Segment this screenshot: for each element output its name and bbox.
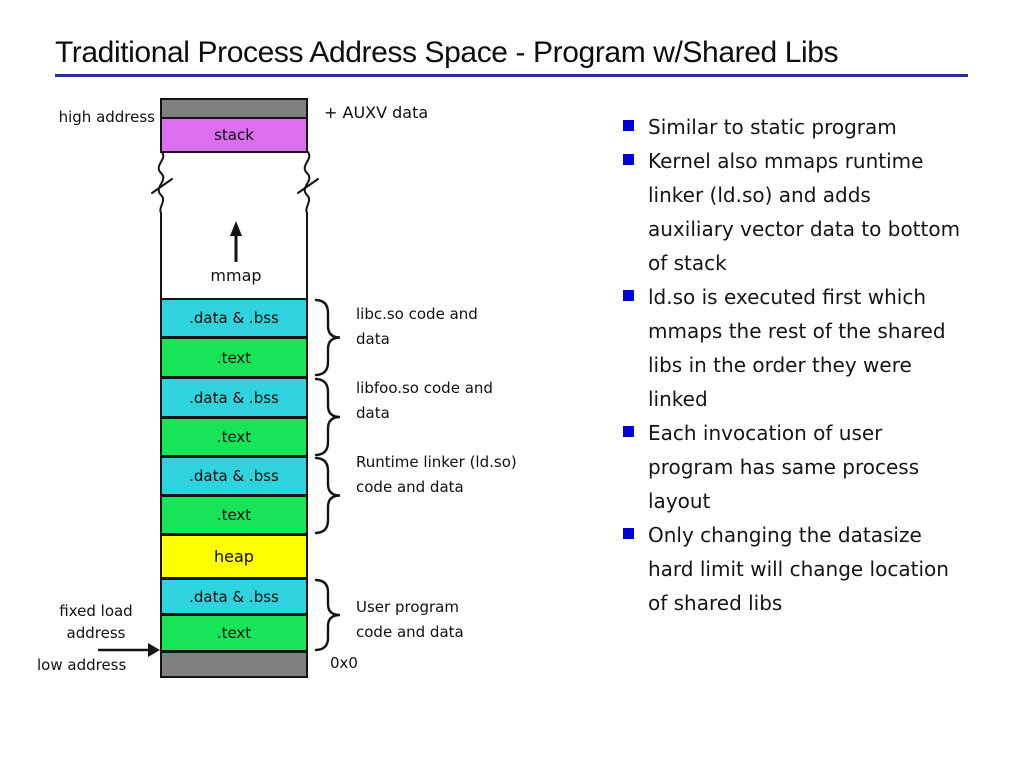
annotation-libfoo: libfoo.so code and data: [356, 379, 493, 422]
title-underline: [55, 74, 968, 77]
memory-box-libc-text: [160, 337, 308, 378]
memory-box-gray-cap-bottom: [160, 651, 308, 678]
page-title: Traditional Process Address Space - Program w/Shared Libs: [55, 36, 839, 69]
memory-box-libfoo-text: [160, 417, 308, 457]
memory-box-user-text: [160, 614, 308, 652]
memory-box-user-data-bss: [160, 578, 308, 615]
bullet-square-icon: [623, 290, 634, 301]
auxv-data-label: + AUXV data: [324, 103, 429, 122]
brace-ldso-icon: [313, 456, 343, 535]
memory-box-label: .text: [216, 624, 252, 642]
list-item: Kernel also mmaps runtime linker (ld.so) and adds auxiliary vector data to bottom of stack: [622, 144, 1022, 280]
memory-box-ldso-text: [160, 495, 308, 535]
memory-box-ldso-data-bss: [160, 456, 308, 496]
memory-box-label: .data & .bss: [189, 467, 279, 485]
memory-box-label: .text: [216, 428, 252, 446]
list-item: Similar to static program: [622, 110, 1022, 144]
memory-box-libfoo-data-bss: [160, 377, 308, 418]
mmap-label: mmap: [210, 266, 262, 285]
memory-box-gray-cap-top: [160, 98, 308, 119]
brace-user-program-icon: [313, 578, 343, 652]
memory-box-heap: [160, 534, 308, 579]
annotation-runtime-linker: Runtime linker (ld.so) code and data: [356, 453, 517, 496]
brace-libc-icon: [313, 298, 343, 377]
memory-box-label: .text: [216, 506, 252, 524]
list-item: Each invocation of user program has same process layout: [622, 416, 1022, 518]
bullet-square-icon: [623, 120, 634, 131]
annotation-user-program: User program code and data: [356, 598, 464, 641]
memory-box-label: stack: [214, 126, 254, 144]
zero-address-label: 0x0: [330, 654, 358, 672]
bullet-square-icon: [623, 528, 634, 539]
mmap-up-arrow-icon: [230, 221, 242, 262]
memory-box-label: .data & .bss: [189, 388, 279, 407]
brace-libfoo-icon: [313, 377, 343, 457]
bullet-square-icon: [623, 426, 634, 437]
memory-box-label: .text: [216, 348, 252, 367]
list-item: ld.so is executed first which mmaps the rest of the shared libs in the order they were linked: [622, 280, 1022, 416]
memory-box-stack: [160, 117, 308, 153]
annotation-libc: libc.so code and data: [356, 305, 478, 348]
memory-box-label: .data & .bss: [189, 309, 279, 327]
low-address-label: low address: [37, 656, 127, 674]
bullet-list: [622, 110, 1022, 620]
memory-box-libc-data-bss: [160, 298, 308, 338]
high-address-label: high address: [58, 108, 155, 126]
bullet-square-icon: [623, 154, 634, 165]
fixed-load-address-label: fixed load address: [59, 602, 133, 642]
memory-box-label: heap: [214, 547, 254, 566]
list-item: Only changing the datasize hard limit will change location of shared libs: [622, 518, 1022, 620]
memory-box-label: .data & .bss: [189, 587, 279, 606]
